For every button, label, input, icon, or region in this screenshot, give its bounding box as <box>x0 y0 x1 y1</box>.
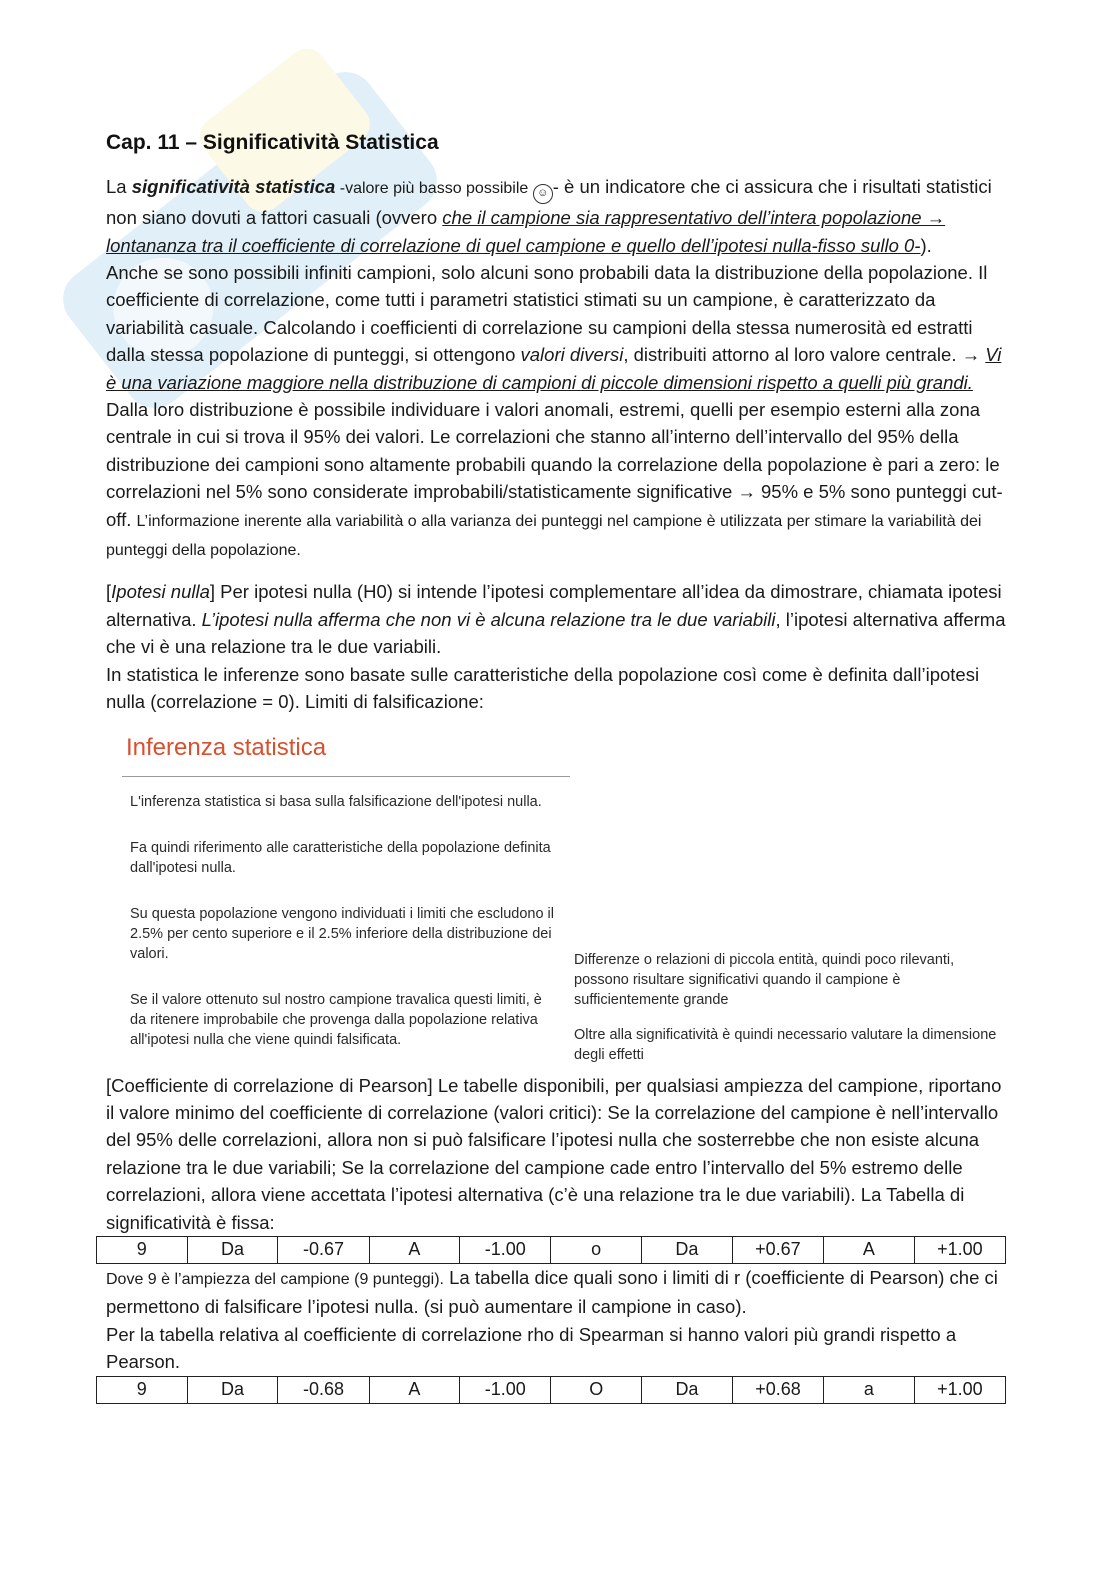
smiley-icon: ☺ <box>533 184 553 204</box>
chapter-heading: Cap. 11 – Significatività Statistica <box>106 131 439 154</box>
table-row: 9 Da -0.68 A -1.00 O Da +0.68 a +1.00 <box>97 1376 1006 1403</box>
paragraph-significance: La significatività statistica -valore più basso possibile ☺ - è un indicatore che ci assicura che i risultati statistici non siano dovuti a fattori casuali (ovvero che il campione sia rappresentativo dell’intera popolazione → lontananza tra il coefficiente di correlazione di quel campione e quello dell’ipotesi nulla-fisso sullo 0-). <box>106 176 992 256</box>
figure-right-text: Differenze o relazioni di piccola entità, quindi poco rilevanti, possono risultare significativi quando il campione è sufficientemente grande Oltre alla significatività è quindi necessario valutare la dimensione degli effetti <box>574 951 997 1063</box>
paragraph-pearson: [Coefficiente di correlazione di Pearson] Le tabelle disponibili, per qualsiasi ampiezza del campione, riportano il valore minimo del coefficiente di correlazione (valori critici): Se la correlazione del campione è nell’intervallo del 95% delle correlazioni, allora non si può falsificare l’ipotesi nulla che sosterrebbe che non esiste alcuna relazione tra le due variabili; Se la correlazione del campione cade entro l’intervallo del 5% estremo delle correlazioni, allora viene accettata l’ipotesi alternativa (c’è una relazione tra le due variabili). La Tabella di significatività è fissa: <box>106 1074 1002 1233</box>
spearman-significance-table <box>96 1376 1006 1404</box>
paragraph-spearman: Per la tabella relativa al coefficiente di correlazione rho di Spearman si hanno valori più grandi rispetto a Pearson. <box>106 1323 957 1373</box>
figure-left-text: L'inferenza statistica si basa sulla falsificazione dell'ipotesi nulla. Fa quindi riferimento alle caratteristiche della popolazione definita dall'ipotesi nulla. Su questa popolazione vengono individuati i limiti che escludono il 2.5% per cento superiore e il 2.5% inferiore della distribuzione dei valori. Se il valore ottenuto sul nostro campione travalica questi limiti, è da ritenere improbabile che provenga dalla popolazione relativa all'ipotesi nulla che viene quindi falsificata. <box>130 793 554 1048</box>
paragraph-sampling: Anche se sono possibili infiniti campioni, solo alcuni sono probabili data la distribuzione della popolazione. Il coefficiente di correlazione, come tutti i parametri statistici stimati su un campione, è caratterizzato da variabilità casuale. Calcolando i coefficienti di correlazione su campioni della stessa numerosità ed estratti dalla stessa popolazione di punteggi, si ottengono valori diversi, distribuiti attorno al loro valore centrale. → Vi è una variazione maggiore nella distribuzione di campioni di piccole dimensioni rispetto a quelli più grandi. Dalla loro distribuzione è possibile individuare i valori anomali, estremi, quelli per esempio esterni alla zona centrale in cui si trova il 95% dei valori. Le correlazioni che stanno all’interno dell’intervallo del 95% della distribuzione dei campioni sono altamente probabili quando la correlazione della popolazione è pari a zero: le correlazioni nel 5% sono considerate improbabili/statisticamente significative → 95% e 5% sono punteggi cut-off. L’informazione inerente alla variabilità o alla varianza dei punteggi nel campione è utilizzata per stimare la variabilità dei punteggi della popolazione. <box>106 262 1003 560</box>
paragraph-table-note: Dove 9 è l’ampiezza del campione (9 punteggi). La tabella dice quali sono i limiti di r (coefficiente di Pearson) che ci permettono di falsificare l’ipotesi nulla. (si può aumentare il campione in caso). <box>106 1266 998 1318</box>
figure-title: Inferenza statistica <box>126 733 327 761</box>
paragraph-inference: In statistica le inferenze sono basate sulle caratteristiche della popolazione così come è definita dall’ipotesi nulla (correlazione = 0). Limiti di falsificazione: <box>106 663 980 713</box>
document-page <box>106 130 1006 1404</box>
figure-divider <box>122 776 570 777</box>
table-row: 9 Da -0.67 A -1.00 o Da +0.67 A +1.00 <box>97 1236 1006 1263</box>
inference-figure <box>120 724 1010 1064</box>
pearson-significance-table <box>96 1236 1006 1264</box>
paragraph-null-hypothesis: [Ipotesi nulla] Per ipotesi nulla (H0) si intende l’ipotesi complementare all’idea da dimostrare, chiamata ipotesi alternativa. L’ipotesi nulla afferma che non vi è alcuna relazione tra le due variabili, l’ipotesi alternativa afferma che vi è una relazione tra le due variabili. <box>106 581 1006 658</box>
